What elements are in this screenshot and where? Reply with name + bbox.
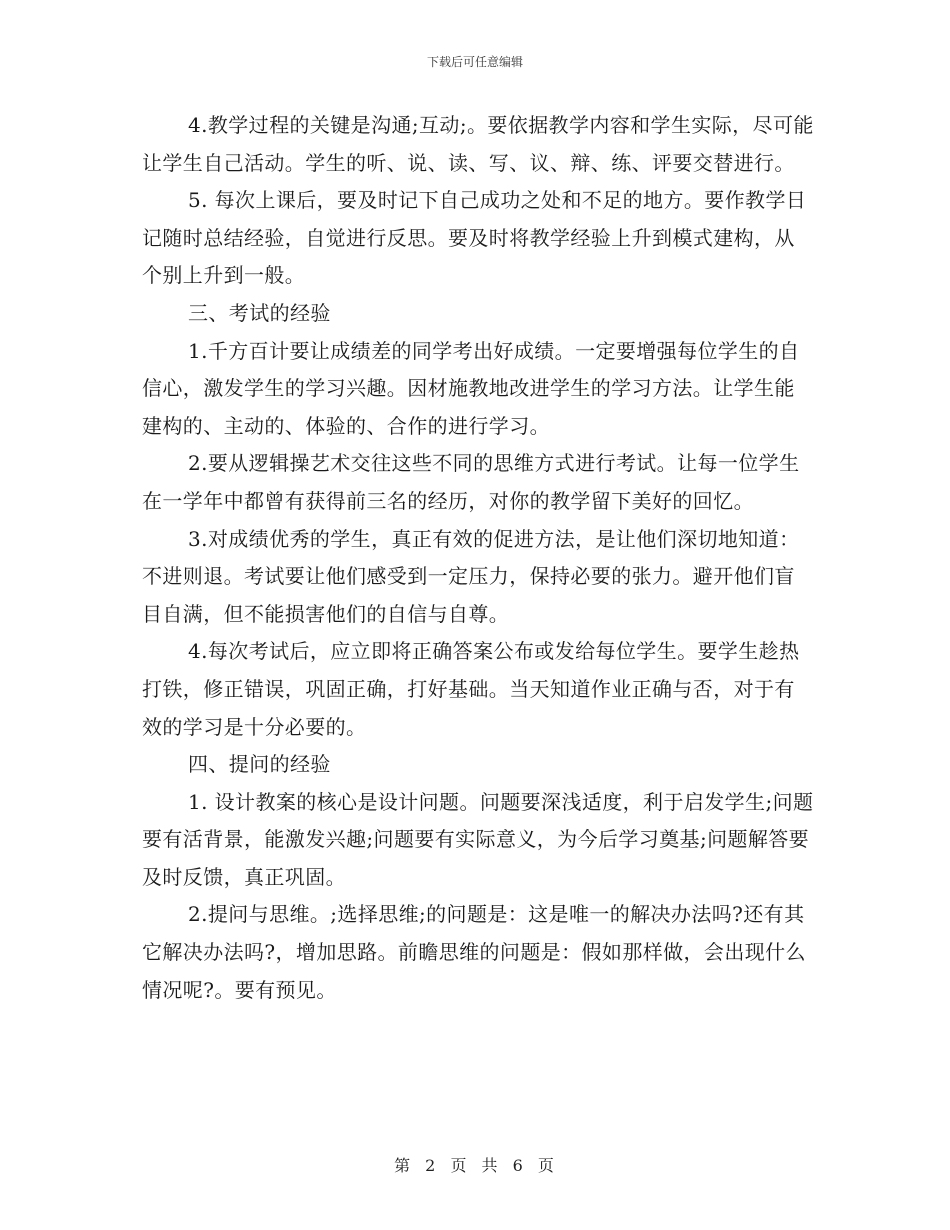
paragraph-question-2: 2.提问与思维。;选择思维;的问题是：这是唯一的解决办法吗?还有其它解决办法吗?，增加思路。前瞻思维的问题是：假如那样做，会出现什么情况呢?。要有预见。 [142,902,806,1002]
document-body [142,107,814,1009]
section-heading-question: 四、提问的经验 [188,752,331,777]
page-header: 下载后可任意编辑 [426,55,523,69]
page-footer: 第 2 页 共 6 页 [394,1156,556,1175]
paragraph-exam-4: 4.每次考试后，应立即将正确答案公布或发给每位学生。要学生趁热打铁，修正错误，巩固正确，打好基础。当天知道作业正确与否，对于有效的学习是十分必要的。 [142,639,800,739]
section-heading-exam: 三、考试的经验 [188,300,331,325]
paragraph-teaching-5: 5. 每次上课后，要及时记下自己成功之处和不足的地方。要作教学日记随时总结经验，自觉进行反思。要及时将教学经验上升到模式建构，从个别上升到一般。 [142,188,807,288]
paragraph-exam-3: 3.对成绩优秀的学生，真正有效的促进方法，是让他们深切地知道：不进则退。考试要让他们感受到一定压力，保持必要的张力。避开他们盲目自满，但不能损害他们的自信与自尊。 [142,526,800,626]
paragraph-teaching-4: 4.教学过程的关键是沟通;互动;。要依据教学内容和学生实际，尽可能让学生自己活动。学生的听、说、读、写、议、辩、练、评要交替进行。 [142,113,814,175]
paragraph-question-1: 1. 设计教案的核心是设计问题。问题要深浅适度，利于启发学生;问题要有活背景，能激发兴趣;问题要有实际意义，为今后学习奠基;问题解答要及时反馈，真正巩固。 [142,789,814,889]
paragraph-exam-2: 2.要从逻辑操艺术交往这些不同的思维方式进行考试。让每一位学生在一学年中都曾有获得前三名的经历，对你的教学留下美好的回忆。 [142,451,800,513]
paragraph-exam-1: 1.千方百计要让成绩差的同学考出好成绩。一定要增强每位学生的自信心，激发学生的学习兴趣。因材施教地改进学生的学习方法。让学生能建构的、主动的、体验的、合作的进行学习。 [142,338,800,438]
